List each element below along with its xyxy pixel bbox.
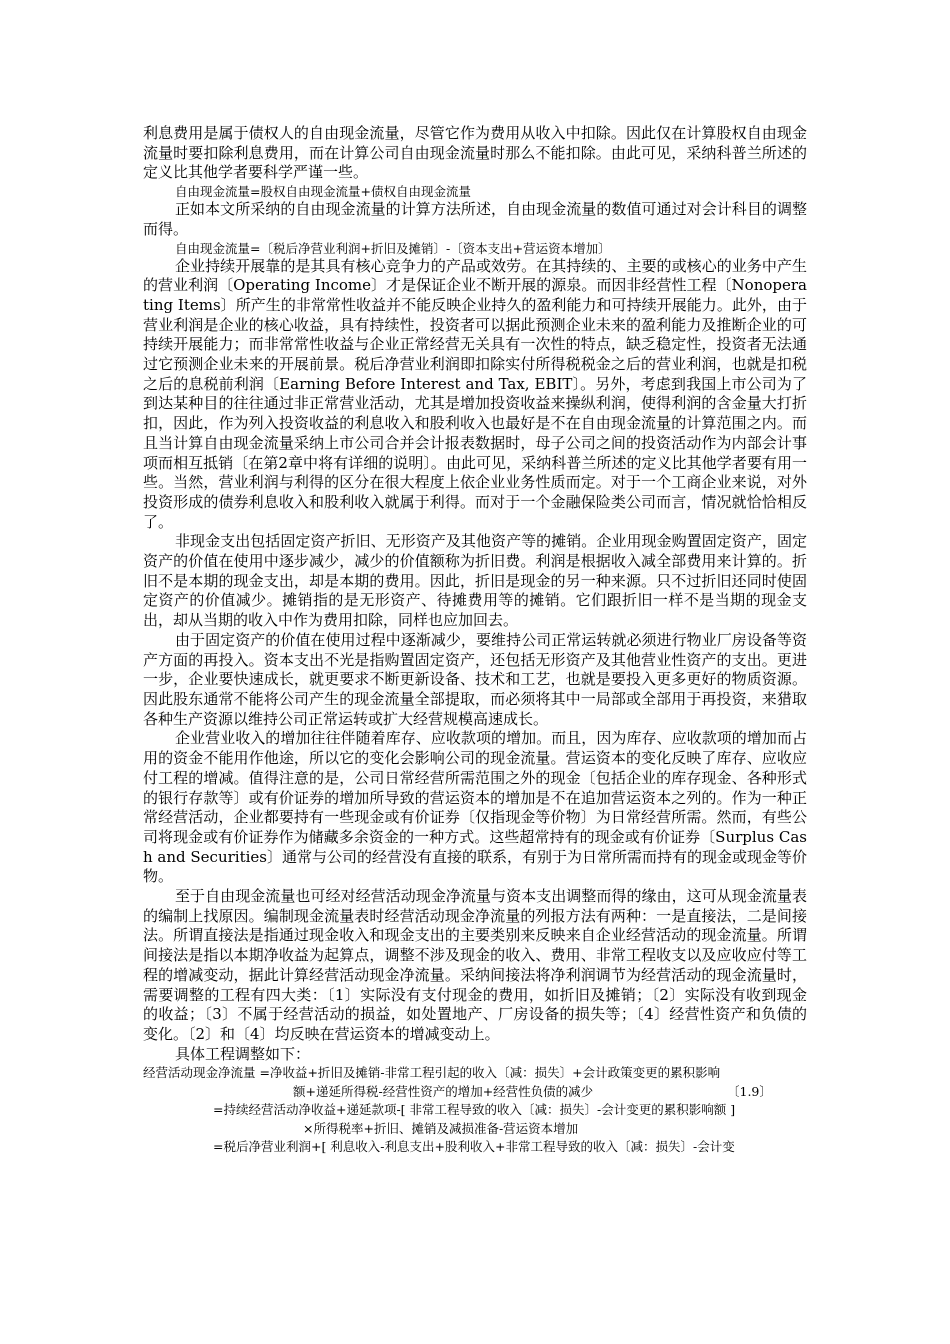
equation-line-3: =持续经营活动净收益+递延款项-[ 非常工程导致的收入〔减：损失〕-会计变更的累积影响额 ]: [213, 1102, 736, 1118]
paragraph-operating-income: 企业持续开展靠的是其具有核心竞争力的产品或效劳。在其持续的、主要的或核心的业务中产生的营业利润〔Operating Income〕才是保证企业不断开展的源泉。而因非经营性工程〔Nonoperating Items〕所产生的非常常性收益并不能反映企业持久的盈利能力和可持续开展能力。此外，由于营业利润是企业的核心收益，具有持续性，投资者可以据此预测企业未来的盈利能力及推断企业的可持续开展能力；而非常常性收益与企业正常经营无关具有一次性的特点，缺乏稳定性，投资者无法通过它预测企业未来的开展前景。税后净营业利润即扣除实付所得税税金之后的营业利润，也就是扣税之后的息税前利润〔Earning Before Interest and Tax, EBIT〕。另外，考虑到我国上市公司为了到达某种目的往往通过非正常营业活动，尤其是增加投资收益来操纵利润，使得利润的含金量大打折扣，因此，作为列入投资收益的利息收入和股利收入也最好是不在自由现金流量的计算范围之内。而且当计算自由现金流量采纳上市公司合并会计报表数据时，母子公司之间的投资活动作为内部会计事项而相互抵销〔在第2章中将有详细的说明〕。由此可见，采纳科普兰所述的定义比其他学者要有用一些。当然，营业利润与利得的区分在很大程度上依企业业务性质而定。对于一个工商企业来说，对外投资形成的债券利息收入和股利收入就属于利得。而对于一个金融保险类公司而言，情况就恰恰相反了。: [143, 256, 807, 531]
paragraph-calculation-method: 正如本文所采纳的自由现金流量的计算方法所述，自由现金流量的数值可通过对会计科目的调整而得。: [143, 200, 807, 238]
paragraph-working-capital: 企业营业收入的增加往往伴随着库存、应收款项的增加。而且，因为库存、应收款项的增加而占用的资金不能用作他途，所以它的变化会影响公司的现金流量。营运资本的变化反映了库存、应收应付工程的增减。值得注意的是，公司日常经营所需范围之外的现金〔包括企业的库存现金、各种形式的银行存款等〕或有价证券的增加所导致的营运资本的增加是不在追加营运资本之列的。作为一种正常经营活动，企业都要持有一些现金或有价证券〔仅指现金等价物〕为日常经营所需。然而，有些公司将现金或有价证券作为储藏多余资金的一种方式。这些超常持有的现金或有价证券〔Surplus Cash and Securities〕通常与公司的经营没有直接的联系，有别于为日常所需而持有的现金或现金等价物。: [143, 729, 807, 886]
paragraph-cash-flow-statement: 至于自由现金流量也可经对经营活动现金净流量与资本支出调整而得的缘由，这可从现金流量表的编制上找原因。编制现金流量表时经营活动现金净流量的列报方法有两种：一是直接法，二是间接法。所谓直接法是指通过现金收入和现金支出的主要类别来反映来自企业经营活动的现金流量。所谓间接法是指以本期净收益为起算点，调整不涉及现金的收入、费用、非常工程收支以及应收应付等工程的增减变动，据此计算经营活动现金净流量。采纳间接法将净利润调节为经营活动的现金流量时，需要调整的工程有四大类：〔1〕实际没有支付现金的费用，如折旧及摊销；〔2〕实际没有收到现金的收益；〔3〕不属于经营活动的损益，如处置地产、厂房设备的损失等；〔4〕经营性资产和负债的变化。〔2〕和〔4〕均反映在营运资本的增减变动上。: [143, 887, 807, 1043]
equation-line-1: 经营活动现金净流量 =净收益+折旧及摊销-非常工程引起的收入〔减：损失〕+会计政策变更的累积影响: [143, 1065, 721, 1081]
paragraph-interest-expense: 利息费用是属于债权人的自由现金流量，尽管它作为费用从收入中扣除。因此仅在计算股权自由现金流量时要扣除利息费用，而在计算公司自由现金流量时那么不能扣除。由此可见，采纳科普兰所述的定义比其他学者要科学严谨一些。: [143, 124, 807, 182]
document-page: [143, 0, 807, 1157]
paragraph-adjustment-intro: 具体工程调整如下：: [175, 1044, 311, 1063]
equation-line-4: ×所得税率+折旧、摊销及减损准备-营运资本增加: [303, 1120, 579, 1136]
equation-line-5: =税后净营业利润+[ 利息收入-利息支出+股利收入+非常工程导致的收入〔减：损失〕-会计变: [213, 1139, 735, 1155]
paragraph-capital-expenditure: 由于固定资产的价值在使用过程中逐渐减少，要维持公司正常运转就必须进行物业厂房设备等资产方面的再投入。资本支出不光是指购置固定资产，还包括无形资产及其他营业性资产的支出。更进一步，企业要快速成长，就更要求不断更新设备、技术和工艺，也就是要投入更多更好的物质资源。因此股东通常不能将公司产生的现金流量全部提取，而必须将其中一局部或全部用于再投资，来猎取各种生产资源以维持公司正常运转或扩大经营规模高速成长。: [143, 630, 807, 728]
paragraph-non-cash-expense: 非现金支出包括固定资产折旧、无形资产及其他资产等的摊销。企业用现金购置固定资产，固定资产的价值在使用中逐步减少，减少的价值额称为折旧费。利润是根据收入减全部费用来计算的。折旧不是本期的现金支出，却是本期的费用。因此，折旧是现金的另一种来源。只不过折旧还同时使固定资产的价值减少。摊销指的是无形资产、待摊费用等的摊销。它们跟折旧一样不是当期的现金支出，却从当期的收入中作为费用扣除，同样也应加回去。: [143, 532, 807, 630]
formula-fcf-sum: 自由现金流量=股权自由现金流量+债权自由现金流量: [175, 184, 471, 200]
equation-number: 〔1.9〕: [727, 1083, 772, 1099]
equation-block: [143, 1064, 807, 1157]
formula-fcf-definition: 自由现金流量=〔税后净营业利润+折旧及摊销〕-〔资本支出+营运资本增加〕: [175, 240, 611, 256]
equation-line-2: 额+递延所得税-经营性资产的增加+经营性负债的减少: [293, 1083, 594, 1099]
